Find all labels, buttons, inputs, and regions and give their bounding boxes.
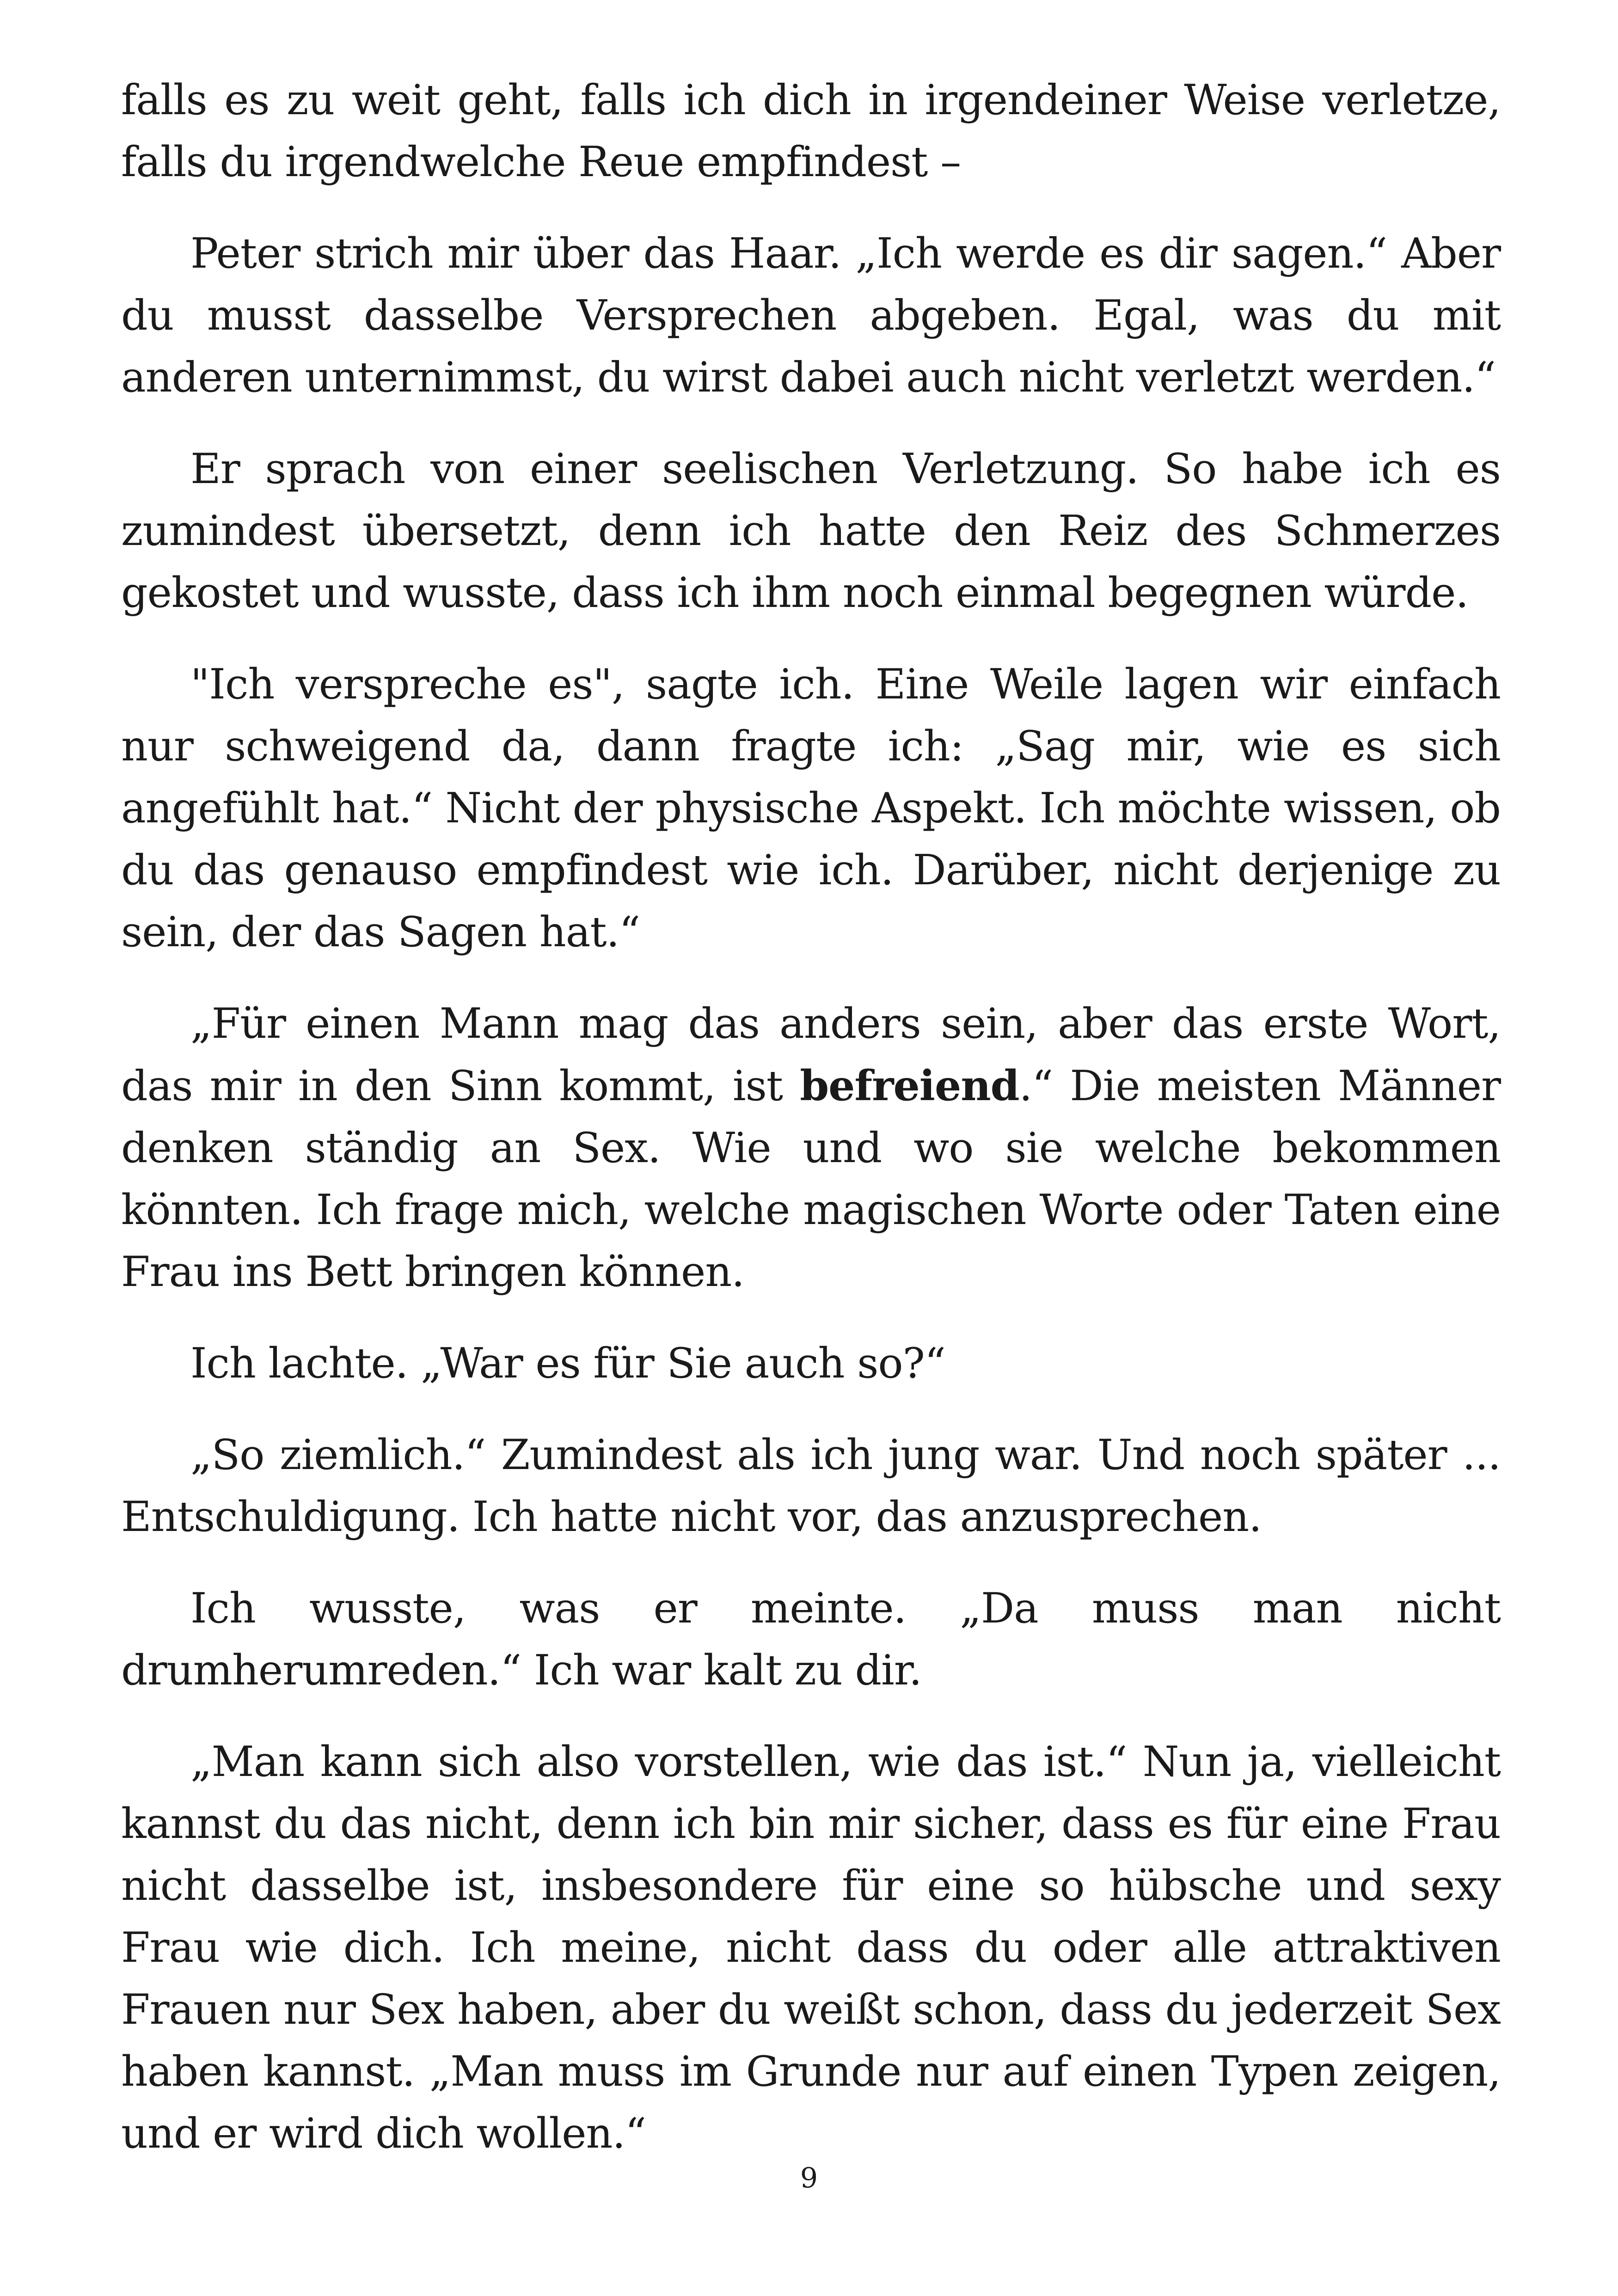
paragraph-text: Ich lachte. „War es für Sie auch so?“ <box>190 1339 945 1388</box>
emphasized-word: befreiend <box>800 1061 1019 1110</box>
paragraph-4 <box>121 654 1501 963</box>
book-page <box>121 69 1501 2196</box>
paragraph-8 <box>121 1578 1501 1702</box>
paragraph-7 <box>121 1424 1501 1548</box>
paragraph-text: Ich wusste, was er meinte. „Da muss man nicht drumherumreden.“ Ich war kalt zu dir. <box>121 1584 1501 1695</box>
paragraph-text: „Man kann sich also vorstellen, wie das ist.“ Nun ja, vielleicht kannst du das nicht, denn ich bin mir sicher, dass es für eine Frau nicht dasselbe ist, insbesondere für eine so hübsche und sexy Frau wie dich. Ich meine, nicht dass du oder alle attraktiven Frauen nur Sex haben, aber du weißt schon, dass du jederzeit Sex haben kannst. „Man muss im Grunde nur auf einen Typen zeigen, und er wird dich wollen.“ <box>121 1738 1501 2158</box>
paragraph-9 <box>121 1731 1501 2165</box>
paragraph-text: falls es zu weit geht, falls ich dich in irgendeiner Weise verletze, falls du irgendwelche Reue empfindest – <box>121 76 1501 186</box>
paragraph-2 <box>121 223 1501 409</box>
paragraph-text: „Für einen Mann mag das anders sein, aber das erste Wort, das mir in den Sinn kommt, ist <box>121 999 1501 1110</box>
paragraph-text: „So ziemlich.“ Zumindest als ich jung war. Und noch später ... Entschuldigung. Ich hatte nicht vor, das anzusprechen. <box>121 1431 1501 1541</box>
paragraph-text: Er sprach von einer seelischen Verletzung. So habe ich es zumindest übersetzt, denn ich hatte den Reiz des Schmerzes gekostet und wusste, dass ich ihm noch einmal begegnen würde. <box>121 445 1501 617</box>
paragraph-6 <box>121 1333 1501 1395</box>
page-number: 9 <box>800 2162 818 2194</box>
paragraph-text: Peter strich mir über das Haar. „Ich werde es dir sagen.“ Aber du musst dasselbe Versprechen abgeben. Egal, was du mit anderen unternimmst, du wirst dabei auch nicht verletzt werden.“ <box>121 229 1501 402</box>
paragraph-1 <box>121 69 1501 193</box>
paragraph-3 <box>121 438 1501 624</box>
paragraph-text: "Ich verspreche es", sagte ich. Eine Weile lagen wir einfach nur schweigend da, dann fragte ich: „Sag mir, wie es sich angefühlt hat.“ Nicht der physische Aspekt. Ich möchte wissen, ob du das genauso empfindest wie ich. Darüber, nicht derjenige zu sein, der das Sagen hat.“ <box>121 660 1501 956</box>
paragraph-5 <box>121 993 1501 1303</box>
paragraph-text: .“ Die meisten Männer denken ständig an Sex. Wie und wo sie welche bekommen könnten. Ich frage mich, welche magischen Worte oder Taten eine Frau ins Bett bringen können. <box>121 1062 1501 1296</box>
